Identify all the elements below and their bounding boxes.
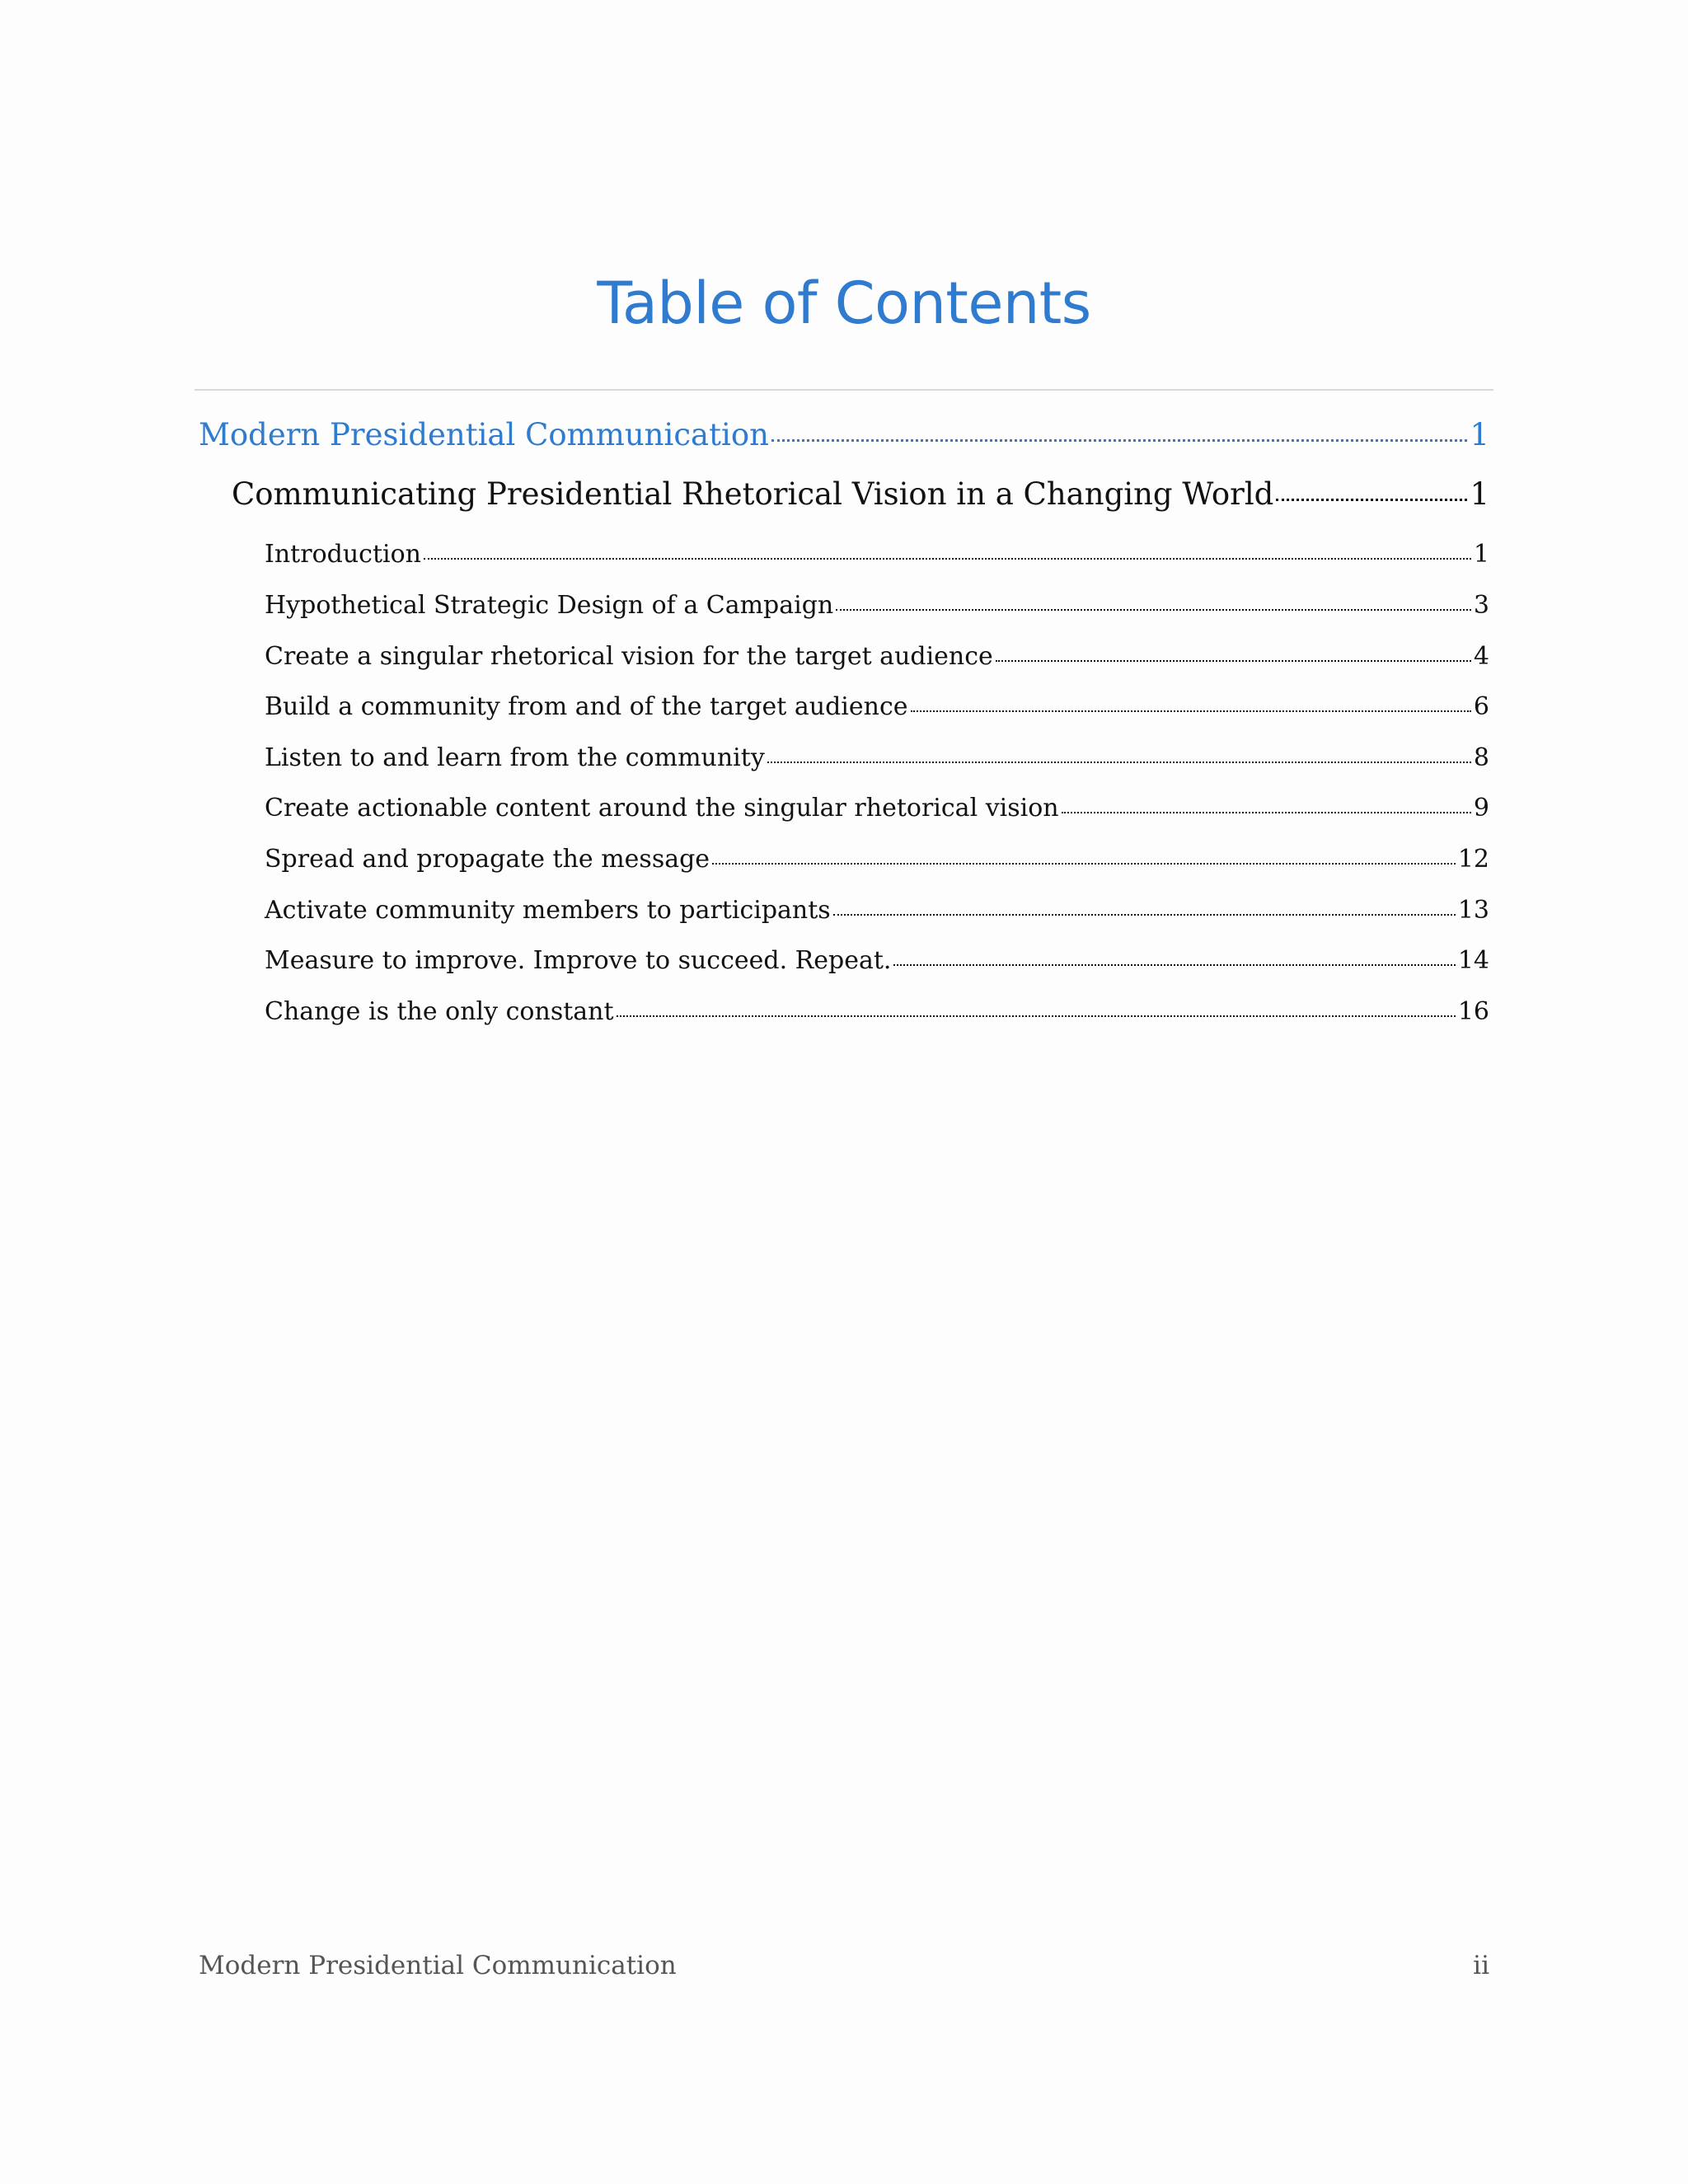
page-title: Table of Contents [597, 269, 1091, 337]
toc-entry-hypothetical-strategic-design[interactable] [265, 591, 1489, 620]
toc-entry-title: Build a community from and of the target audience [265, 692, 908, 721]
toc-dot-leader [996, 660, 1471, 662]
toc-dot-leader [911, 710, 1471, 712]
toc-page-number: 13 [1457, 896, 1489, 925]
toc-page-number: 16 [1457, 997, 1489, 1026]
toc-page-number: 12 [1457, 845, 1489, 874]
toc-entry-title: Measure to improve. Improve to succeed. Repeat. [265, 946, 892, 975]
toc-entry-activate-community-members[interactable] [265, 896, 1489, 925]
toc-entry-spread-and-propagate[interactable] [265, 845, 1489, 874]
toc-dot-leader [424, 558, 1471, 560]
toc-entry-measure-to-improve[interactable] [265, 946, 1489, 975]
toc-entry-build-a-community[interactable] [265, 692, 1489, 721]
toc-dot-leader [1062, 812, 1471, 813]
toc-dot-leader [1276, 499, 1467, 501]
title-divider [195, 389, 1493, 391]
toc-entry-title: Listen to and learn from the community [265, 743, 765, 772]
toc-page-number: 1 [1473, 540, 1489, 569]
toc-page-number: 9 [1473, 794, 1489, 823]
toc-entry-introduction[interactable] [265, 540, 1489, 569]
toc-entry-title: Create a singular rhetorical vision for the target audience [265, 642, 993, 671]
toc-entry-title: Introduction [265, 540, 421, 569]
toc-dot-leader [617, 1015, 1456, 1017]
toc-entry-title: Activate community members to participants [265, 896, 831, 925]
toc-entry-title: Change is the only constant [265, 997, 614, 1026]
toc-entry-change-is-the-only-constant[interactable] [265, 997, 1489, 1026]
toc-dot-leader [712, 863, 1456, 865]
toc-page-number: 14 [1457, 946, 1489, 975]
toc-dot-leader [893, 964, 1455, 966]
toc-entry-create-actionable-content[interactable] [265, 794, 1489, 823]
toc-entry-create-singular-rhetorical-vision[interactable] [265, 642, 1489, 671]
toc-page-number: 1 [1470, 476, 1489, 512]
toc-dot-leader [767, 762, 1471, 763]
toc-dot-leader [771, 439, 1468, 442]
toc-page-number: 3 [1473, 591, 1489, 620]
toc-entry-listen-and-learn[interactable] [265, 743, 1489, 772]
toc-entry-title: Communicating Presidential Rhetorical Vision in a Changing World [232, 476, 1274, 512]
footer-document-title: Modern Presidential Communication [199, 1951, 677, 1980]
toc-page-number: 8 [1473, 743, 1489, 772]
toc-dot-leader [836, 609, 1471, 611]
footer-page-number: ii [1473, 1951, 1489, 1980]
toc-page-number: 6 [1473, 692, 1489, 721]
toc-entry-title: Create actionable content around the singular rhetorical vision [265, 794, 1059, 823]
toc-page-number: 1 [1470, 417, 1489, 452]
toc-dot-leader [833, 914, 1456, 916]
toc-page-number: 4 [1473, 642, 1489, 671]
toc-entry-title: Spread and propagate the message [265, 845, 710, 874]
toc-entry-title: Modern Presidential Communication [199, 417, 769, 452]
toc-entry-communicating-presidential-rhetorical-vision[interactable] [232, 476, 1489, 512]
toc-entry-modern-presidential-communication[interactable] [199, 417, 1489, 452]
toc-entry-title: Hypothetical Strategic Design of a Campaign [265, 591, 834, 620]
